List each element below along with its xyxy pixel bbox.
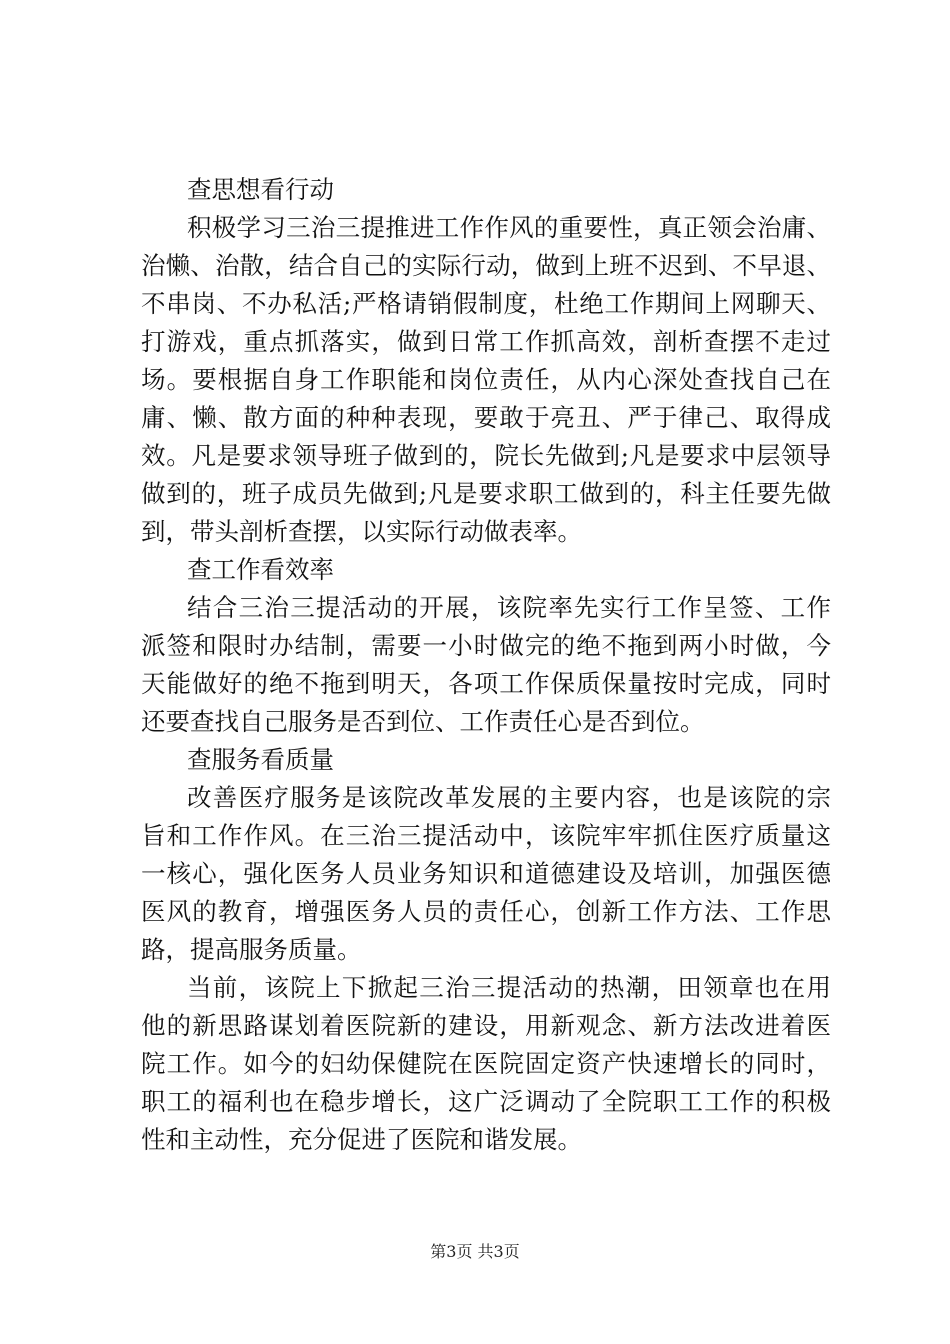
section-heading-work: 查工作看效率 bbox=[187, 555, 334, 584]
paragraph-line: 到，带头剖析查摆，以实际行动做表率。 bbox=[141, 517, 582, 546]
paragraph-line: 性和主动性，充分促进了医院和谐发展。 bbox=[141, 1125, 582, 1154]
document-body bbox=[141, 171, 831, 1159]
paragraph-line: 治懒、治散，结合自己的实际行动，做到上班不迟到、不早退、 bbox=[141, 251, 831, 280]
paragraph-line: 结合三治三提活动的开展，该院率先实行工作呈签、工作 bbox=[187, 593, 831, 622]
paragraph-line: 旨和工作作风。在三治三提活动中，该院牢牢抓住医疗质量这 bbox=[141, 821, 831, 850]
paragraph-line: 天能做好的绝不拖到明天，各项工作保质保量按时完成，同时 bbox=[141, 669, 831, 698]
section-heading-thought: 查思想看行动 bbox=[187, 175, 334, 204]
paragraph-line: 改善医疗服务是该院改革发展的主要内容，也是该院的宗 bbox=[187, 783, 831, 812]
paragraph-line: 院工作。如今的妇幼保健院在医院固定资产快速增长的同时， bbox=[141, 1049, 831, 1078]
paragraph-line: 庸、懒、散方面的种种表现，要敢于亮丑、严于律己、取得成 bbox=[141, 403, 831, 432]
paragraph-line: 当前，该院上下掀起三治三提活动的热潮，田领章也在用 bbox=[187, 973, 831, 1002]
section-heading-service: 查服务看质量 bbox=[187, 745, 334, 774]
page-number-footer: 第3页 共3页 bbox=[430, 1242, 520, 1261]
paragraph-line: 打游戏，重点抓落实，做到日常工作抓高效，剖析查摆不走过 bbox=[141, 327, 831, 356]
paragraph-line: 不串岗、不办私活;严格请销假制度，杜绝工作期间上网聊天、 bbox=[141, 289, 831, 318]
paragraph-line: 积极学习三治三提推进工作作风的重要性，真正领会治庸、 bbox=[187, 213, 831, 242]
paragraph-line: 路，提高服务质量。 bbox=[141, 935, 362, 964]
paragraph-line: 还要查找自己服务是否到位、工作责任心是否到位。 bbox=[141, 707, 705, 736]
paragraph-line: 效。凡是要求领导班子做到的，院长先做到;凡是要求中层领导 bbox=[141, 441, 831, 470]
paragraph-line: 他的新思路谋划着医院新的建设，用新观念、新方法改进着医 bbox=[141, 1011, 831, 1040]
paragraph-line: 派签和限时办结制，需要一小时做完的绝不拖到两小时做，今 bbox=[141, 631, 831, 660]
paragraph-line: 做到的，班子成员先做到;凡是要求职工做到的，科主任要先做 bbox=[141, 479, 831, 508]
paragraph-line: 职工的福利也在稳步增长，这广泛调动了全院职工工作的积极 bbox=[141, 1087, 831, 1116]
paragraph-line: 场。要根据自身工作职能和岗位责任，从内心深处查找自己在 bbox=[141, 365, 831, 394]
paragraph-line: 一核心，强化医务人员业务知识和道德建设及培训，加强医德 bbox=[141, 859, 831, 888]
paragraph-line: 医风的教育，增强医务人员的责任心，创新工作方法、工作思 bbox=[141, 897, 831, 926]
